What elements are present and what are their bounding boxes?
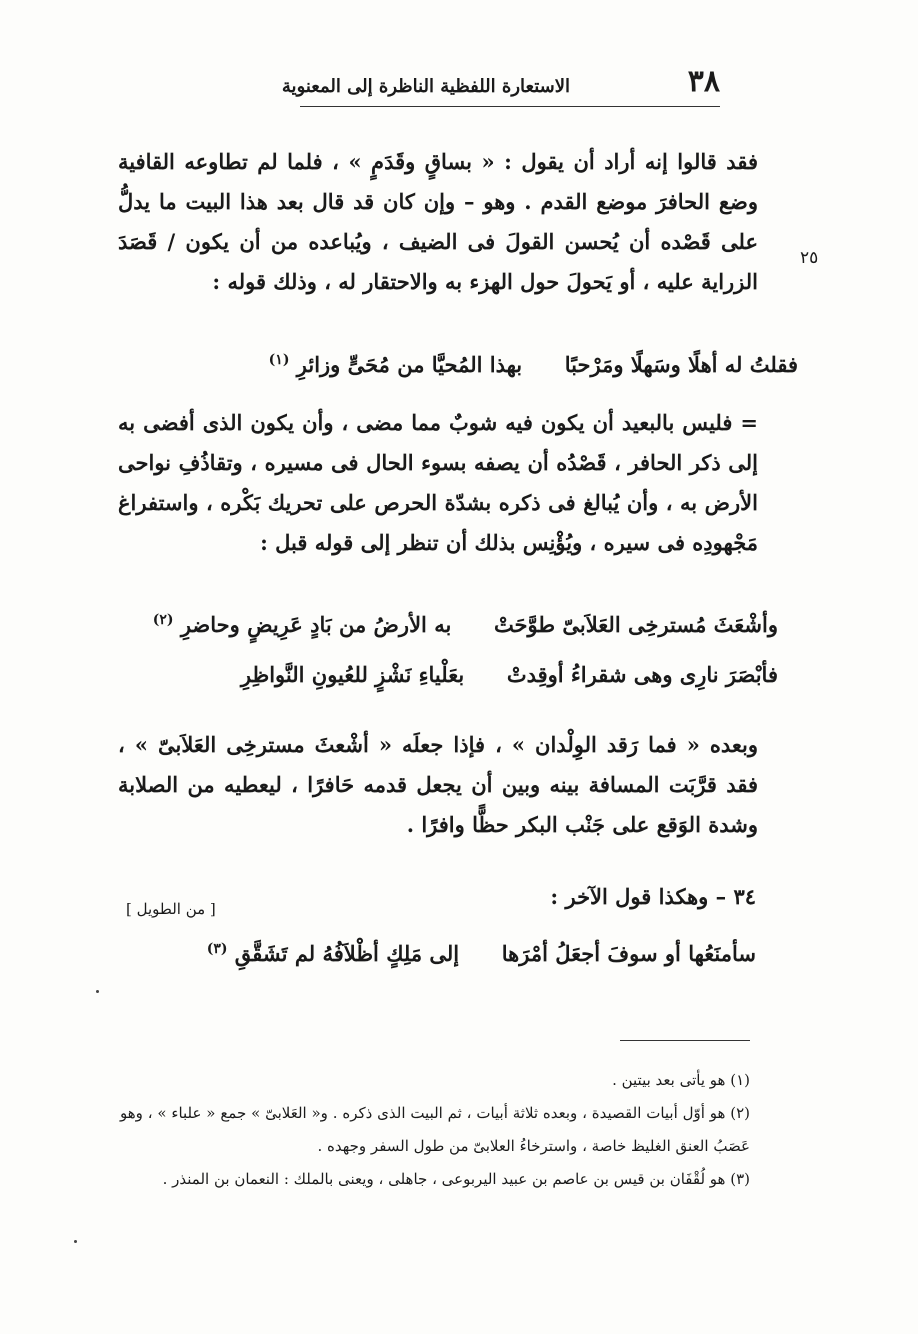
- footnote-1: (١) هو يأتى بعد بيتين .: [612, 1071, 750, 1089]
- running-title: الاستعارة اللفظية الناظرة إلى المعنوية: [281, 76, 570, 97]
- header-rule: [300, 106, 720, 107]
- scan-speck: [96, 990, 99, 993]
- verse-1: [269, 352, 798, 377]
- verse-2-line-2: [241, 662, 778, 687]
- verse-3: [207, 941, 756, 966]
- page-number: ٣٨: [687, 64, 720, 99]
- verse-2-1-first: وأشْعَثَ مُسترخِى العَلاَبىّ طوَّحَتْ: [493, 612, 778, 637]
- verse-2-2-second: بعَلْياءِ نَشْزٍ للعُيونِ النَّواظِرِ: [240, 662, 465, 687]
- verse-1-first-hemistich: فقلتُ له أهلًا وسَهلًا ومَرْحبًا: [564, 352, 798, 377]
- paragraph-3: وبعده « فما رَقد الوِلْدان » ، فإذا جعلَه « أشْعثَ مسترخِى العَلاَبىّ » ، فقد قرَّبَت المسافة بينه وبين أن يجعل قدمه حَافرًا ، ليعطيه من الصلابة وشدة الوَقع على جَنْب البكر حظًّا وافرًا .: [118, 732, 758, 837]
- section-lead: وهكذا قول الآخر :: [550, 884, 709, 909]
- section-dash: –: [715, 884, 727, 909]
- footnote-2: (٢) هو أوّل أبيات القصيدة ، وبعده ثلاثة أبيات ، ثم البيت الذى ذكره . و« العَلابىّ » جمع « علباء » ، وهو عَصَبُ العنق الغليظ خاصة ، واسترخاءُ العلابىّ من طول السفر وجهده .: [120, 1104, 750, 1155]
- verse-3-first: سأمنَعُها أو سوفَ أجعَلُ أمْرَها: [501, 941, 756, 966]
- scan-speck: [74, 1240, 77, 1243]
- section-heading: [550, 884, 756, 909]
- page-header: [281, 64, 720, 104]
- paragraph-1: فقد قالوا إنه أراد أن يقول : « بساقٍ وقَدَمٍ » ، فلما لم تطاوعه القافية وضع الحافرَ موضع القدم . وهو – وإن كان قد قال بعد هذا البيت ما يدلُّ على قَصْده أن يُحسن القولَ فى الضيف ، ويُباعده من أن يكون / قَصَدَ الزراية عليه ، أو يَحولَ حول الهزء به والاحتقار له ، وذلك قوله :: [118, 149, 758, 294]
- verse-2-1-second: به الأرضُ من بَادٍ عَرِيضٍ وحاضرِ: [180, 612, 452, 637]
- verse-3-second: إلى مَلِكٍ أظْلاَفُهُ لم تَشَقَّقِ: [234, 941, 460, 966]
- section-number: ٣٤: [733, 884, 756, 909]
- meter-label: [ من الطويل ]: [126, 900, 216, 918]
- footnote-ref-1: (١): [268, 352, 290, 368]
- verse-1-second-hemistich: بهذا المُحيَّا من مُحَىٍّ وزائرِ: [296, 352, 523, 377]
- verse-2-2-first: فأبْصَرَ نارِى وهى شقراءُ أوقِدتْ: [506, 662, 778, 687]
- footnote-ref-2: (٢): [152, 612, 174, 628]
- footnote-ref-3: (٣): [206, 941, 228, 957]
- footnote-3: (٣) هو لُقْفَان بن قيس بن عاصم بن عبيد اليربوعى ، جاهلى ، ويعنى بالملك : النعمان بن المنذر .: [162, 1170, 750, 1188]
- verse-2-line-1: [153, 612, 778, 637]
- margin-line-number: ٢٥: [800, 248, 819, 268]
- footnote-rule: [620, 1040, 750, 1041]
- paragraph-2: = فليس بالبعيد أن يكون فيه شوبٌ مما مضى ، وأن يكون الذى أفضى به إلى ذكر الحافر ، قَصْدُه أن يصفه بسوء الحال فى مسيره ، وتقاذُفِ نواحى الأرض به ، وأن يُبالغ فى ذكره بشدّة الحرص على تحريك بَكْره ، واستفراغ مَجْهودِه فى سيره ، ويُؤْنِس بذلك أن تنظر إلى قوله قبل :: [118, 410, 759, 555]
